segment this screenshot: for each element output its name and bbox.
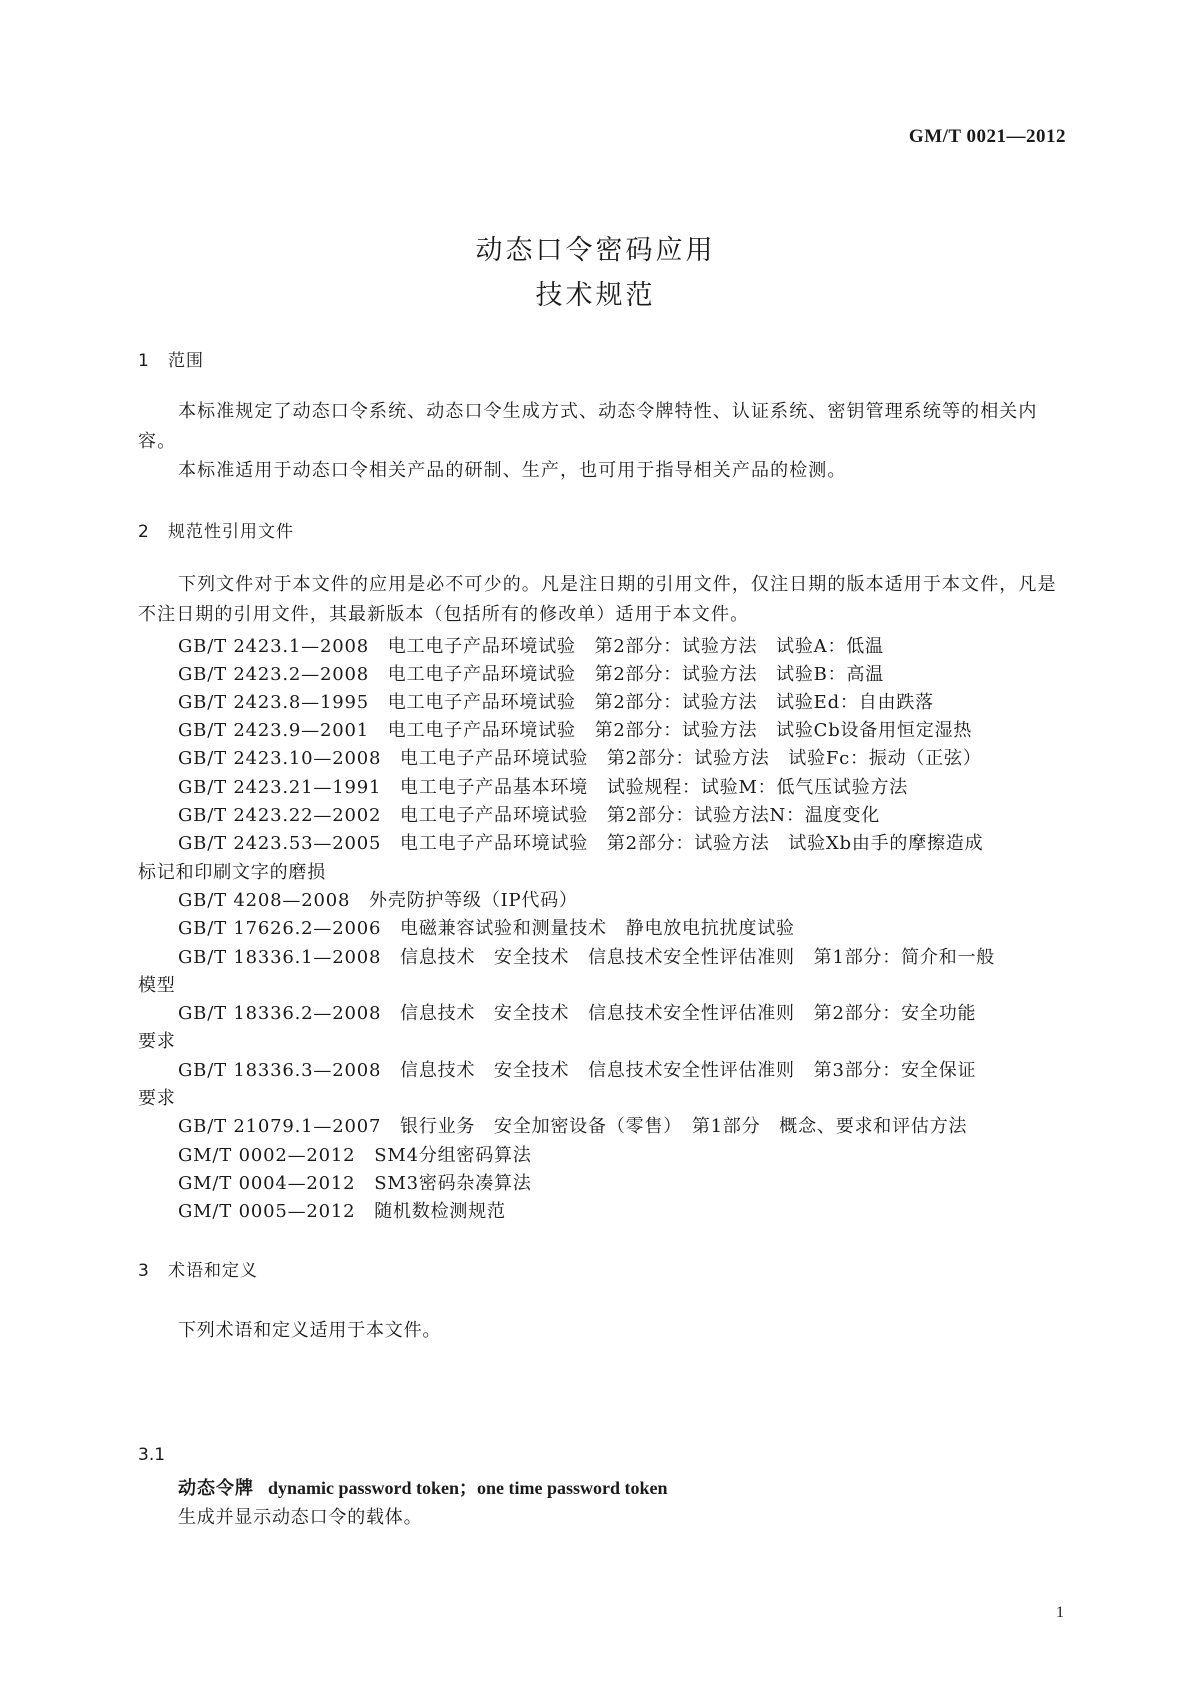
term-definition: 生成并显示动态口令的载体。 xyxy=(178,1507,423,1528)
terms-intro: 下列术语和定义适用于本文件。 xyxy=(178,1320,442,1341)
reference-item: GM/T 0005—2012 随机数检测规范 xyxy=(178,1201,506,1222)
reference-item: GB/T 2423.53—2005 电工电子产品环境试验 第2部分：试验方法 试验Xb由手的摩擦造成 xyxy=(178,833,984,854)
section-title: 术语和定义 xyxy=(168,1261,258,1281)
reference-item: GB/T 2423.8—1995 电工电子产品环境试验 第2部分：试验方法 试验Ed：自由跌落 xyxy=(178,692,934,713)
reference-item: GB/T 21079.1—2007 银行业务 安全加密设备（零售） 第1部分 概念、要求和评估方法 xyxy=(178,1116,968,1137)
reference-item: GB/T 18336.2—2008 信息技术 安全技术 信息技术安全性评估准则 第2部分：安全功能 xyxy=(178,1003,977,1024)
section-2-heading xyxy=(138,517,294,542)
reference-item: GB/T 2423.21—1991 电工电子产品基本环境 试验规程：试验M：低气压试验方法 xyxy=(178,777,909,798)
reference-item: GB/T 2423.1—2008 电工电子产品环境试验 第2部分：试验方法 试验A：低温 xyxy=(178,636,884,657)
reference-item: GB/T 4208—2008 外壳防护等级（IP代码） xyxy=(178,890,578,911)
document-title-line1: 动态口令密码应用 xyxy=(475,235,716,266)
term-english: dynamic password token；one time password token xyxy=(268,1478,668,1498)
section-1-heading xyxy=(138,346,204,371)
reference-item: GM/T 0002—2012 SM4分组密码算法 xyxy=(178,1145,532,1166)
page-number: 1 xyxy=(1056,1604,1064,1621)
reference-item: GB/T 18336.3—2008 信息技术 安全技术 信息技术安全性评估准则 第3部分：安全保证 xyxy=(178,1060,977,1081)
document-title-line2: 技术规范 xyxy=(535,280,656,311)
reference-item: GM/T 0004—2012 SM3密码杂凑算法 xyxy=(178,1173,532,1194)
reference-item: GB/T 2423.9—2001 电工电子产品环境试验 第2部分：试验方法 试验Cb设备用恒定湿热 xyxy=(178,720,973,741)
reference-item: GB/T 18336.1—2008 信息技术 安全技术 信息技术安全性评估准则 第1部分：简介和一般 xyxy=(178,947,996,968)
reference-item-continuation: 模型 xyxy=(138,975,176,996)
term-entry xyxy=(178,1474,668,1500)
references-intro: 下列文件对于本文件的应用是必不可少的。凡是注日期的引用文件，仅注日期的版本适用于本文件，凡是不注日期的引用文件，其最新版本（包括所有的修改单）适用于本文件。 xyxy=(138,574,1057,625)
section-title: 范围 xyxy=(168,351,204,371)
reference-item-continuation: 要求 xyxy=(138,1088,176,1109)
reference-item-continuation: 标记和印刷文字的磨损 xyxy=(138,862,326,883)
term-number: 3.1 xyxy=(138,1445,166,1465)
scope-paragraph-1: 本标准规定了动态口令系统、动态口令生成方式、动态令牌特性、认证系统、密钥管理系统等的相关内容。 xyxy=(138,401,1038,452)
reference-item: GB/T 2423.2—2008 电工电子产品环境试验 第2部分：试验方法 试验B：高温 xyxy=(178,664,885,685)
term-chinese: 动态令牌 xyxy=(178,1478,254,1499)
section-number: 3 xyxy=(138,1261,150,1281)
reference-item: GB/T 17626.2—2006 电磁兼容试验和测量技术 静电放电抗扰度试验 xyxy=(178,918,795,939)
reference-item-continuation: 要求 xyxy=(138,1031,176,1052)
scope-paragraph-2: 本标准适用于动态口令相关产品的研制、生产，也可用于指导相关产品的检测。 xyxy=(178,460,847,481)
section-number: 1 xyxy=(138,351,150,371)
reference-item: GB/T 2423.22—2002 电工电子产品环境试验 第2部分：试验方法N：温度变化 xyxy=(178,805,881,826)
reference-item: GB/T 2423.10—2008 电工电子产品环境试验 第2部分：试验方法 试验Fc：振动（正弦） xyxy=(178,748,982,769)
section-3-heading xyxy=(138,1256,258,1281)
standard-code: GM/T 0021—2012 xyxy=(908,126,1066,147)
section-title: 规范性引用文件 xyxy=(168,522,294,542)
section-number: 2 xyxy=(138,522,150,542)
